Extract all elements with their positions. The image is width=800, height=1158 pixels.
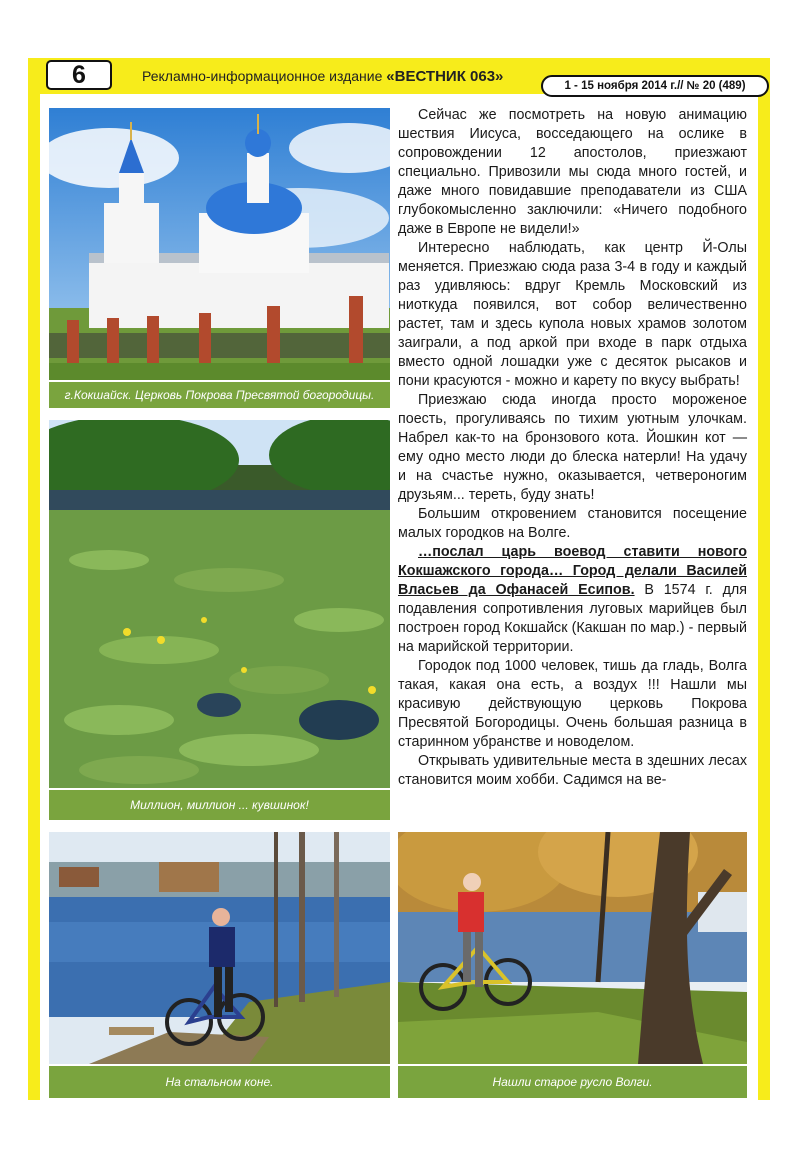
article-paragraph: Открывать удивительные места в здешних лесах становится моим хобби. Садимся на ве-	[398, 753, 747, 788]
photo-caption-church: г.Кокшайск. Церковь Покрова Пресвятой богородицы.	[49, 382, 390, 408]
page-number: 6	[46, 60, 112, 90]
article-paragraph: Городок под 1000 человек, тишь да гладь, Волга такая, какая она есть, а воздух !!! Нашли мы красивую действующую церковь Покрова Пресвятой Богородицы. Очень большая разница в старинном убранстве и новоделом.	[398, 658, 747, 750]
article-paragraph: Приезжаю сюда иногда просто мороженое поесть, прогуливаясь по тихим уютным улочкам. Набрел как-то на бронзового кота. Йошкин кот — ему одно место люди до блеска натерли! На удачу и на счастье нужно, оказывается, четвероногим друзьям... тереть, буду знать!	[398, 392, 747, 503]
photo-steel-horse	[49, 832, 390, 1064]
frame-right-border	[758, 58, 770, 1100]
photo-caption-water-lilies: Миллион, миллион ... кувшинок!	[49, 790, 390, 820]
masthead	[142, 68, 503, 85]
historical-text: В 1574 г. для подавления сопротивления луговых марийцев был построен город Кокшайск (Какшан по мар.) - первый на марийской территории.	[398, 582, 747, 655]
photo-caption-steel-horse: На стальном коне.	[49, 1066, 390, 1098]
article-paragraph: Интересно наблюдать, как центр Й-Олы меняется. Приезжаю сюда раза 3-4 в году и каждый раз удивляюсь: вдруг Кремль Московский из ниоткуда появился, вот собор величественно растет, там и здесь купола новых храмов золотом заиграли, а под аркой при входе в парк отдыха вместо одной лошадки уже с десяток рысаков и пони красуются - можно и карету по вкусу выбрать!	[398, 240, 747, 389]
issue-badge: 1 - 15 ноября 2014 г.// № 20 (489)	[541, 75, 769, 97]
article-paragraph: Сейчас же посмотреть на новую анимацию шествия Иисуса, восседающего на ослике в сопровождении 12 апостолов, приезжают специально. Привозили мы сюда много гостей, и даже много повидавшие преподаватели из США глубокомысленно заключили: «Ничего подобного даже в Европе не видели!»	[398, 107, 747, 237]
photo-caption-old-volga-bed: Нашли старое русло Волги.	[398, 1066, 747, 1098]
photo-church	[49, 108, 390, 380]
article-paragraph: Большим откровением становится посещение малых городков на Волге.	[398, 506, 747, 541]
publication-name: «ВЕСТНИК 063»	[386, 68, 504, 85]
article-text	[398, 106, 747, 790]
photo-water-lilies	[49, 420, 390, 788]
photo-old-volga-bed	[398, 832, 747, 1064]
article-paragraph-historical	[398, 543, 747, 657]
publication-prefix: Рекламно-информационное издание	[142, 68, 387, 84]
frame-left-border	[28, 58, 40, 1100]
historical-quote: …послал царь воевод ставити нового Кокшажского города… Город делали Василей Власьев да Офанасей Есипов.	[398, 544, 747, 598]
